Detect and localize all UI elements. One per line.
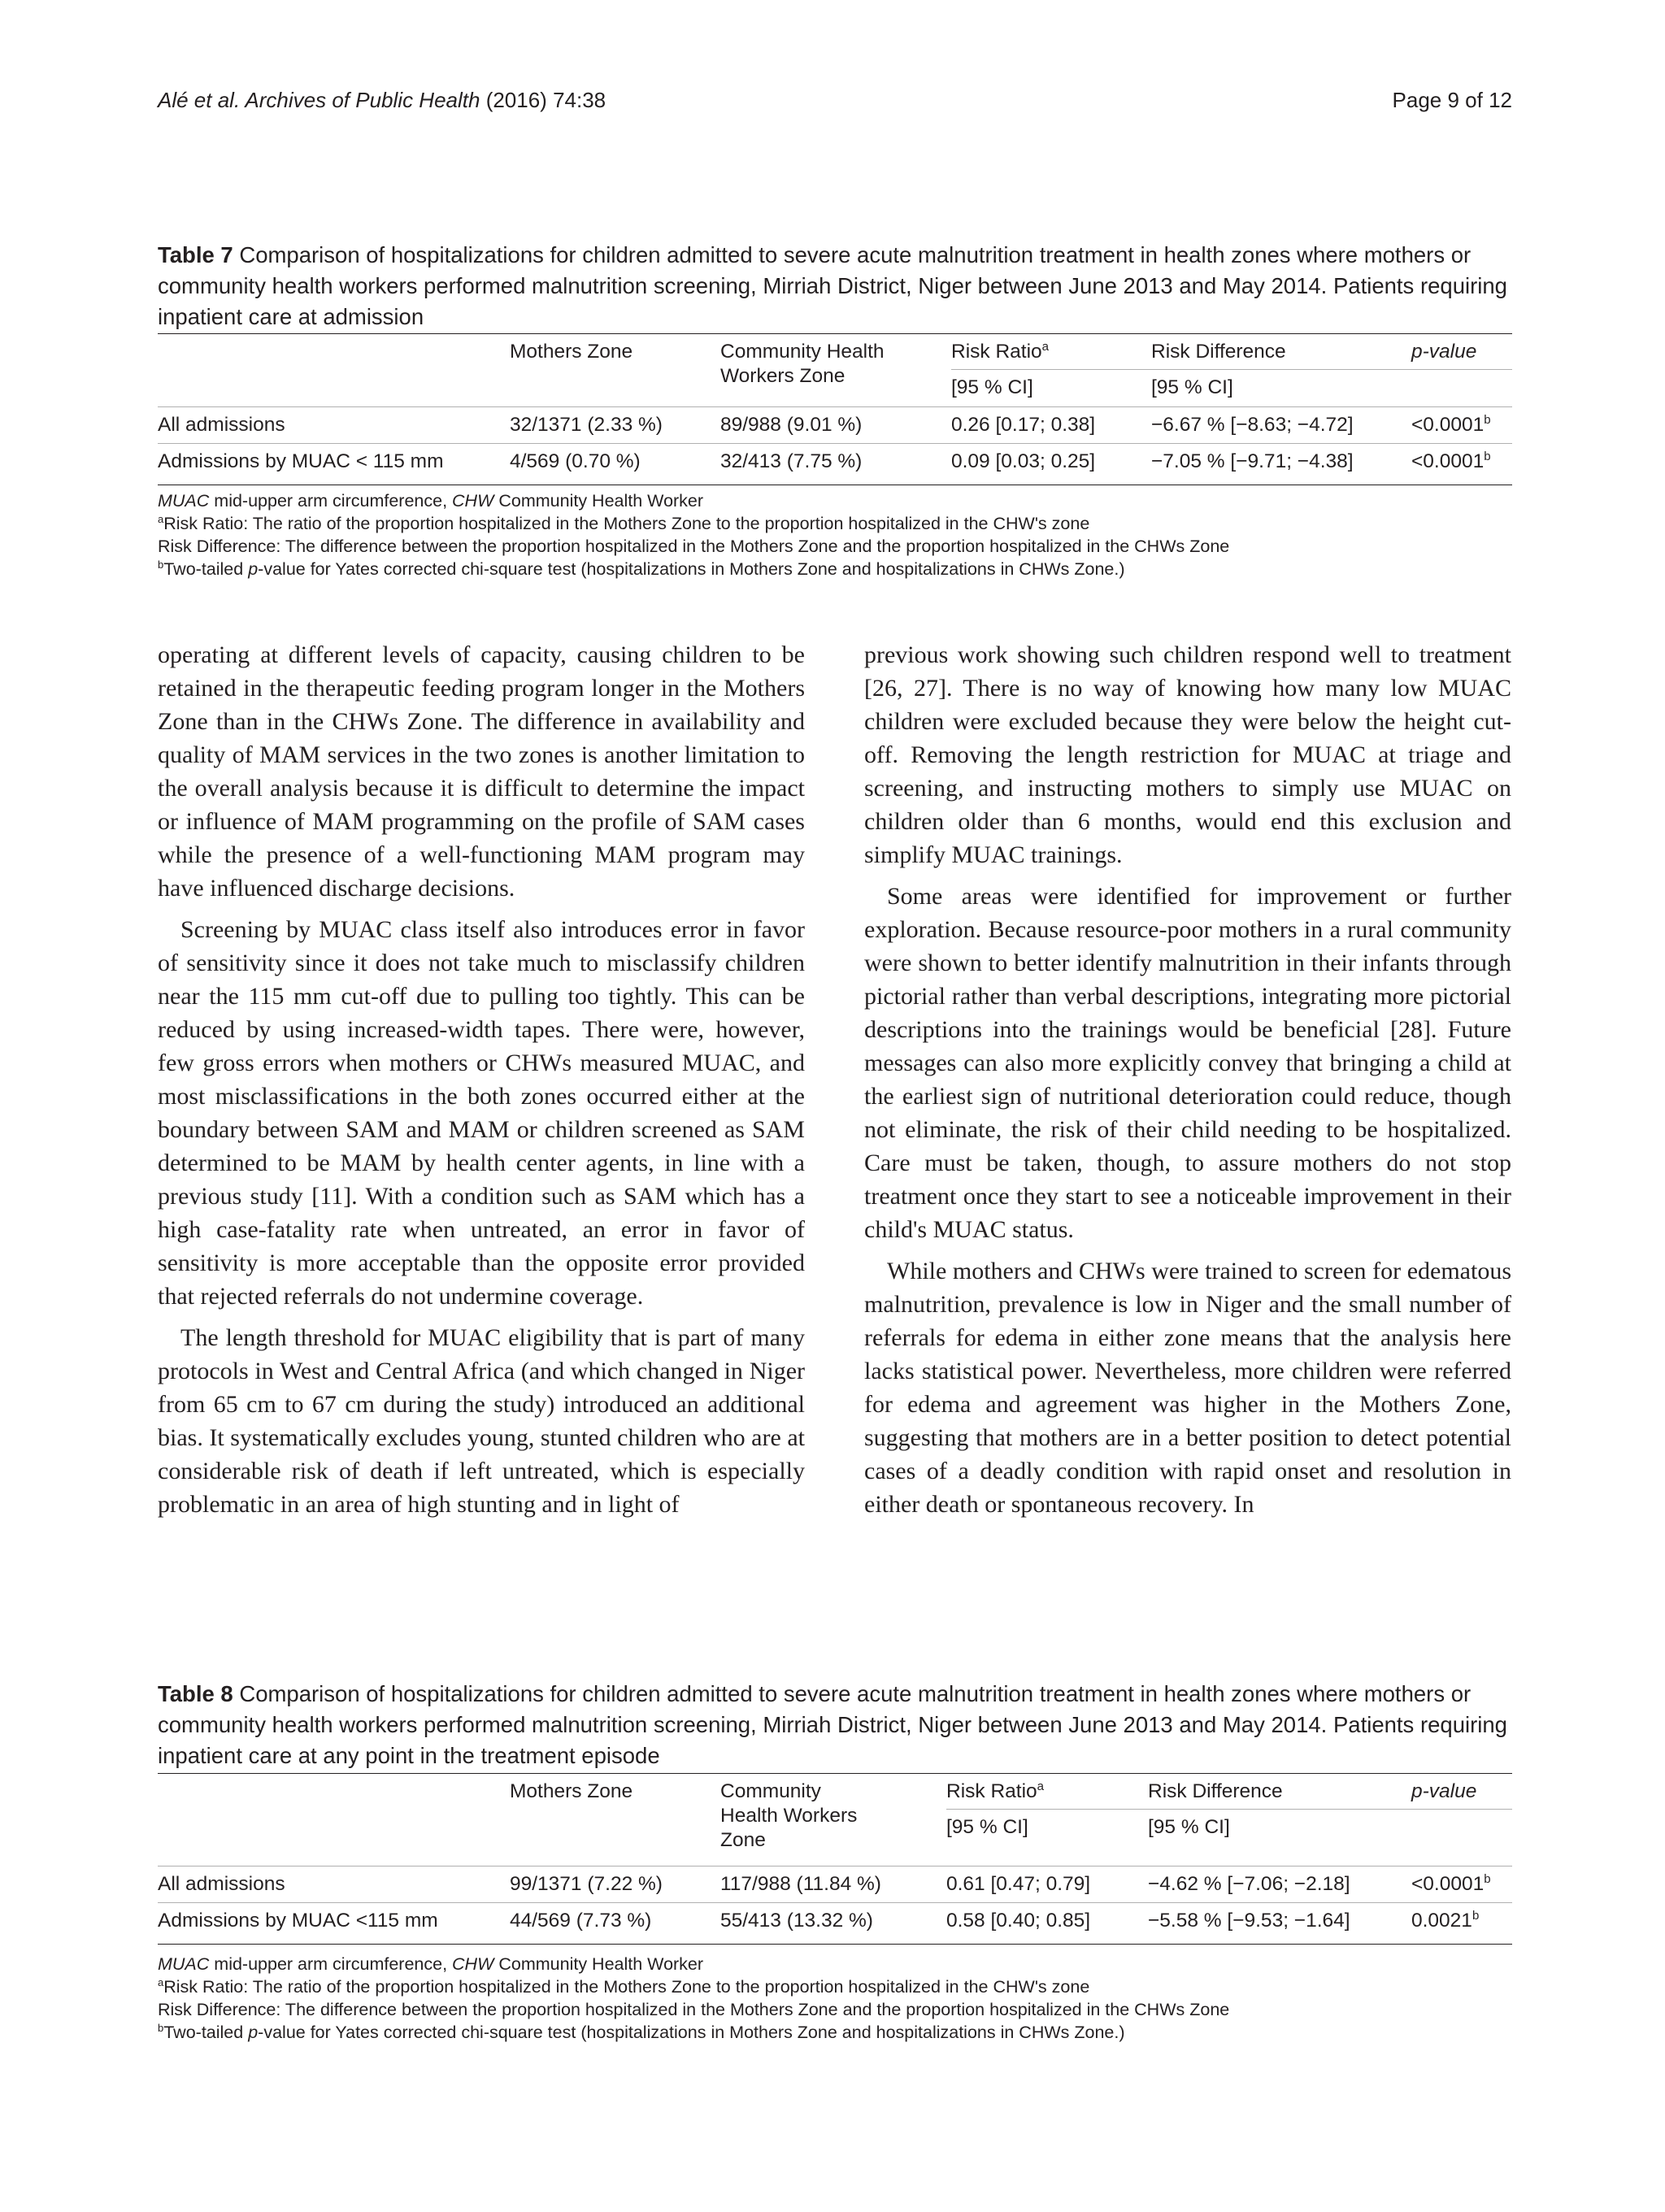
table7-header-chw: Community Health Workers Zone [720, 341, 885, 387]
table7-row2-label: Admissions by MUAC < 115 mm [158, 450, 444, 472]
table7-row2-rd: −7.05 % [−9.71; −4.38] [1151, 450, 1354, 472]
table7-footnote-rd: Risk Difference: The difference between the proportion hospitalized in the Mothers Zone and the proportion hospitalized in the CHWs Zone [158, 537, 1230, 556]
table8-bottom-rule [158, 1944, 1512, 1945]
table8-row1-p: <0.0001$^b$ [1411, 1871, 1491, 1895]
journal-name: Alé et al. Archives of Public Health [158, 88, 480, 112]
table7-header-mothers: Mothers Zone [510, 341, 633, 363]
table7-row1-rr: 0.26 [0.17; 0.38] [951, 414, 1096, 436]
table8-row2-rr: 0.58 [0.40; 0.85] [946, 1910, 1091, 1932]
table8-footnotes [158, 1953, 1512, 2044]
table8-header-p: p-value [1411, 1780, 1477, 1802]
table8-row2-chw: 55/413 (13.32 %) [720, 1910, 873, 1932]
table8-row2-rd: −5.58 % [−9.53; −1.64] [1148, 1910, 1350, 1932]
table8-row2-mothers: 44/569 (7.73 %) [510, 1910, 652, 1932]
table8-header-rule [158, 1866, 1512, 1867]
table7-row2-mothers: 4/569 (0.70 %) [510, 450, 641, 472]
table7-row1-mothers: 32/1371 (2.33 %) [510, 414, 663, 436]
table7-row2-p: <0.0001$^b$ [1411, 449, 1491, 472]
table7-header-rd-ci: [95 % CI] [1151, 376, 1233, 398]
table8-caption-text: Comparison of hospitalizations for children admitted to severe acute malnutrition treatment in health zones where mothers or community health workers performed malnutrition screening, Mirriah District, Niger between June 2013 and May 2014. Patients requiring inpatient care at any point in the treatment episode [158, 1681, 1507, 1768]
table7-header-rule [158, 406, 1512, 407]
table7-row-rule [158, 443, 1512, 444]
table7-header-rr: Risk Ratio$^a$ [951, 339, 1049, 363]
page-number: Page 9 of 12 [1392, 88, 1512, 112]
running-header [158, 88, 1512, 120]
table7-row1-rd: −6.67 % [−8.63; −4.72] [1151, 414, 1354, 436]
table8-footnote-abbr: MUAC mid-upper arm circumference, CHW Community Health Worker [158, 1954, 704, 1974]
body-left-paragraph-2: Screening by MUAC class itself also introduces error in favor of sensitivity since it does not take much to misclassify children near the 115 mm cut-off due to pulling too tightly. This can be reduced by using increased-width tapes. There were, however, few gross errors when mothers or CHWs measured MUAC, and most misclassifications in the both zones occurred either at the boundary between SAM and MAM or children screened as SAM determined to be MAM by health center agents, in line with a previous study [11]. With a condition such as SAM which has a high case-fatality rate when untreated, an error in favor of sensitivity is more acceptable than the opposite error provided that rejected referrals do not undermine coverage. [158, 916, 805, 1310]
table8-header-rd-ci: [95 % CI] [1148, 1816, 1230, 1838]
table7-header-rd: Risk Difference [1151, 341, 1286, 363]
table7-row2-chw: 32/413 (7.75 %) [720, 450, 863, 472]
table8-label: Table 8 [158, 1681, 233, 1706]
table8-row1-mothers: 99/1371 (7.22 %) [510, 1873, 663, 1895]
table7-footnote-a: $^a$Risk Ratio: The ratio of the proportion hospitalized in the Mothers Zone to the proportion hospitalized in the CHW's zone [158, 512, 1090, 533]
table8-row1-rr: 0.61 [0.47; 0.79] [946, 1873, 1091, 1895]
table7-header-p: p-value [1411, 341, 1477, 363]
table8-header-rr-ci: [95 % CI] [946, 1816, 1028, 1838]
table8-footnote-rd: Risk Difference: The difference between the proportion hospitalized in the Mothers Zone and the proportion hospitalized in the CHWs Zone [158, 2000, 1230, 2019]
table7 [158, 333, 1512, 488]
table7-row1-p: <0.0001$^b$ [1411, 412, 1491, 436]
body-right-column [864, 638, 1511, 1521]
body-right-paragraph-2: Some areas were identified for improvement or further exploration. Because resource-poor mothers in a rural community were shown to better identify malnutrition in their infants through pictorial rather than verbal descriptions, integrating more pictorial descriptions into the trainings would be beneficial [28]. Future messages can also more explicitly convey that bringing a child at the earliest sign of nutritional deterioration could reduce, though not eliminate, the risk of their child needing to be hospitalized. Care must be taken, though, to assure mothers do not stop treatment once they start to see a noticeable improvement in their child's MUAC status. [864, 883, 1511, 1243]
table8-row2-label: Admissions by MUAC <115 mm [158, 1910, 438, 1932]
table7-row2-rr: 0.09 [0.03; 0.25] [951, 450, 1096, 472]
table8-footnote-b: $^b$Two-tailed p-value for Yates corrected chi-square test (hospitalizations in Mothers Zone and hospitalizations in CHWs Zone.) [158, 2021, 1125, 2042]
table8-header-mothers: Mothers Zone [510, 1780, 633, 1802]
table8-caption [158, 1679, 1512, 1771]
body-right-paragraph-3: While mothers and CHWs were trained to screen for edematous malnutrition, prevalence is low in Niger and the small number of referrals for edema in either zone means that the analysis here lacks statistical power. Nevertheless, more children were referred for edema and agreement was higher in the Mothers Zone, suggesting that mothers are in a better position to detect potential cases of a deadly condition with rapid onset and resolution in either death or spontaneous recovery. In [864, 1258, 1511, 1518]
table8-footnote-a: $^a$Risk Ratio: The ratio of the proportion hospitalized in the Mothers Zone to the proportion hospitalized in the CHW's zone [158, 1975, 1090, 1997]
table7-row1-label: All admissions [158, 414, 285, 436]
body-left-paragraph-3: The length threshold for MUAC eligibility that is part of many protocols in West and Central Africa (and which changed in Niger from 65 cm to 67 cm during the study) introduced an additional bias. It systematically excludes young, stunted children who are at considerable risk of death if left untreated, which is especially problematic in an area of high stunting and in light of [158, 1324, 805, 1518]
table8-header-rd: Risk Difference [1148, 1780, 1283, 1802]
table8-row2-p: 0.0021$^b$ [1411, 1908, 1480, 1932]
table7-row1-chw: 89/988 (9.01 %) [720, 414, 863, 436]
table7-caption [158, 240, 1512, 332]
table7-footnote-b: $^b$Two-tailed p-value for Yates corrected chi-square test (hospitalizations in Mothers Zone and hospitalizations in CHWs Zone.) [158, 558, 1125, 579]
journal-citation [158, 88, 606, 113]
table8-top-rule [158, 1773, 1512, 1774]
table7-footnotes [158, 489, 1512, 580]
table7-ci-rule [951, 369, 1512, 370]
table7-caption-text: Comparison of hospitalizations for children admitted to severe acute malnutrition treatment in health zones where mothers or community health workers performed malnutrition screening, Mirriah District, Niger between June 2013 and May 2014. Patients requiring inpatient care at admission [158, 242, 1507, 329]
table7-label: Table 7 [158, 242, 233, 267]
table7-footnote-abbr: MUAC mid-upper arm circumference, CHW Community Health Worker [158, 491, 704, 511]
table8-header-rr: Risk Ratio$^a$ [946, 1779, 1044, 1802]
table8-row1-chw: 117/988 (11.84 %) [720, 1873, 881, 1895]
body-right-paragraph-1: previous work showing such children respond well to treatment [26, 27]. There is no way of knowing how many low MUAC children were excluded because they were below the height cut-off. Removing the length restriction for MUAC at triage and screening, and instructing mothers to simply use MUAC on children older than 6 months, would end this exclusion and simplify MUAC trainings. [864, 641, 1511, 868]
table8-row1-label: All admissions [158, 1873, 285, 1895]
table8-row-rule [158, 1902, 1512, 1903]
table8 [158, 1773, 1512, 1952]
body-left-paragraph-1: operating at different levels of capacity, causing children to be retained in the therapeutic feeding program longer in the Mothers Zone than in the CHWs Zone. The difference in availability and quality of MAM services in the two zones is another limitation to the overall analysis because it is difficult to determine the impact or influence of MAM programming on the profile of SAM cases while the presence of a well-functioning MAM program may have influenced discharge decisions. [158, 641, 805, 902]
table8-header-chw: Community Health Workers Zone [720, 1780, 858, 1851]
journal-year-volume: (2016) 74:38 [485, 88, 606, 112]
body-left-column [158, 638, 805, 1521]
table7-top-rule [158, 333, 1512, 334]
table8-ci-rule [946, 1809, 1512, 1810]
table8-row1-rd: −4.62 % [−7.06; −2.18] [1148, 1873, 1350, 1895]
table7-header-rr-ci: [95 % CI] [951, 376, 1033, 398]
